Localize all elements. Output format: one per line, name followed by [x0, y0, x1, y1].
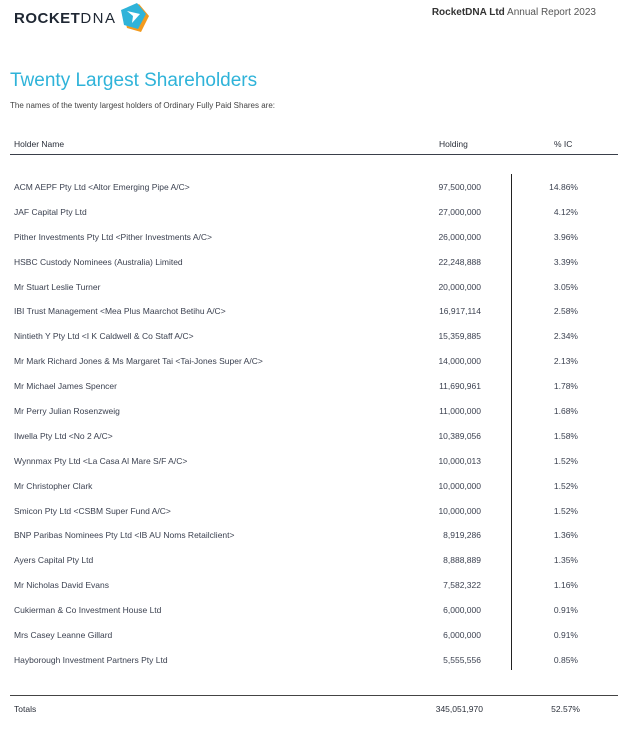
totals-ic: 52.57%: [551, 704, 580, 714]
holder-name: Ilwella Pty Ltd <No 2 A/C>: [14, 430, 113, 441]
table-row: [0, 548, 629, 573]
report-company: RocketDNA Ltd: [431, 7, 505, 18]
ic-percent: 1.52%: [553, 480, 578, 491]
holder-name: Mr Mark Richard Jones & Ms Margaret Tai <Tai-Jones Super A/C>: [14, 356, 263, 367]
holder-name: Nintieth Y Pty Ltd <I K Caldwell & Co Staff A/C>: [14, 331, 194, 342]
ic-percent: 1.58%: [553, 430, 578, 441]
holder-name: Mr Nicholas David Evans: [14, 580, 109, 591]
table-row: [0, 349, 629, 374]
holding-value: 6,000,000: [443, 630, 481, 641]
holding-value: 16,917,114: [439, 306, 481, 317]
holding-value: 26,000,000: [438, 231, 481, 242]
report-label: [432, 7, 596, 18]
ic-percent: 1.35%: [553, 555, 578, 566]
holding-value: 10,000,013: [438, 455, 481, 466]
ic-percent: 0.91%: [553, 630, 578, 641]
ic-percent: 2.13%: [553, 356, 578, 367]
table-row: [0, 424, 629, 449]
totals-label: Totals: [14, 704, 37, 714]
holding-value: 20,000,000: [438, 281, 481, 292]
table-row: [0, 523, 629, 548]
holder-name: Cukierman & Co Investment House Ltd: [14, 605, 162, 616]
holding-value: 10,389,056: [438, 430, 481, 441]
holder-name: Wynnmax Pty Ltd <La Casa Al Mare S/F A/C>: [14, 455, 188, 466]
rocket-logo-icon: [119, 2, 151, 34]
holder-name: Smicon Pty Ltd <CSBM Super Fund A/C>: [14, 505, 171, 516]
holding-value: 27,000,000: [438, 206, 481, 217]
report-name: Annual Report 2023: [507, 7, 596, 18]
holder-name: Mrs Casey Leanne Gillard: [14, 630, 113, 641]
table-row: [0, 399, 629, 424]
ic-percent: 1.16%: [553, 580, 578, 591]
section-intro: The names of the twenty largest holders of Ordinary Fully Paid Shares are:: [10, 101, 276, 110]
table-row: [0, 175, 629, 200]
ic-percent: 0.85%: [553, 654, 578, 665]
table-row: [0, 449, 629, 474]
holder-name: IBI Trust Management <Mea Plus Maarchot Betihu A/C>: [14, 306, 226, 317]
ic-percent: 0.91%: [553, 605, 578, 616]
ic-percent: 1.78%: [553, 381, 578, 392]
ic-percent: 4.12%: [553, 206, 578, 217]
holding-value: 22,248,888: [438, 256, 481, 267]
holding-value: 15,359,885: [438, 331, 481, 342]
logo-text-bold: ROCKET: [14, 9, 81, 27]
ic-percent: 3.96%: [553, 231, 578, 242]
holding-value: 6,000,000: [443, 605, 481, 616]
ic-percent: 1.36%: [553, 530, 578, 541]
holder-name: Mr Michael James Spencer: [14, 381, 117, 392]
ic-percent: 3.39%: [553, 256, 578, 267]
ic-percent: 2.58%: [553, 306, 578, 317]
table-row: [0, 598, 629, 623]
holding-value: 11,690,961: [439, 381, 481, 392]
column-header-ic: % IC: [554, 139, 573, 149]
table-row: [0, 474, 629, 499]
table-row: [0, 623, 629, 648]
ic-percent: 1.52%: [553, 505, 578, 516]
holder-name: Pither Investments Pty Ltd <Pither Investments A/C>: [14, 231, 212, 242]
holder-name: ACM AEPF Pty Ltd <Altor Emerging Pipe A/C>: [14, 182, 190, 192]
page-header: [0, 0, 629, 40]
table-row: [0, 275, 629, 300]
logo-wordmark: [14, 10, 117, 27]
holder-name: Hayborough Investment Partners Pty Ltd: [14, 654, 168, 665]
holding-value: 97,500,000: [438, 182, 481, 192]
holding-value: 10,000,000: [438, 480, 481, 491]
page-title: Twenty Largest Shareholders: [10, 70, 258, 91]
holder-name: Mr Stuart Leslie Turner: [14, 281, 101, 292]
logo-text-light: DNA: [80, 9, 117, 27]
holder-name: BNP Paribas Nominees Pty Ltd <IB AU Noms Retailclient>: [14, 530, 235, 541]
holding-value: 7,582,322: [443, 580, 481, 591]
table-row: [0, 573, 629, 598]
column-header-holding: Holding: [439, 139, 468, 149]
column-header-holder-name: Holder Name: [14, 139, 65, 149]
ic-percent: 1.52%: [553, 455, 578, 466]
table-row: [0, 374, 629, 399]
ic-percent: 2.34%: [553, 331, 578, 342]
ic-percent: 14.86%: [549, 182, 578, 192]
table-row: [0, 200, 629, 225]
holder-name: Ayers Capital Pty Ltd: [14, 555, 94, 566]
holder-name: JAF Capital Pty Ltd: [14, 206, 87, 217]
ic-percent: 1.68%: [553, 406, 578, 417]
table-row: [0, 499, 629, 524]
table-row: [0, 324, 629, 349]
holder-name: Mr Perry Julian Rosenzweig: [14, 406, 120, 417]
holding-value: 11,000,000: [439, 406, 481, 417]
totals-holding: 345,051,970: [435, 704, 483, 714]
table-row: [0, 250, 629, 275]
holder-name: HSBC Custody Nominees (Australia) Limited: [14, 256, 183, 267]
holding-value: 10,000,000: [438, 505, 481, 516]
table-row: [0, 299, 629, 324]
holding-value: 8,888,889: [443, 555, 481, 566]
holding-value: 5,555,556: [443, 654, 481, 665]
totals-divider: [10, 695, 618, 696]
header-divider: [10, 154, 618, 155]
shareholders-table: [0, 175, 629, 673]
table-row: [0, 648, 629, 673]
holder-name: Mr Christopher Clark: [14, 480, 93, 491]
rocketdna-logo: [14, 2, 151, 34]
table-row: [0, 225, 629, 250]
holding-value: 14,000,000: [438, 356, 481, 367]
ic-percent: 3.05%: [553, 281, 578, 292]
holding-value: 8,919,286: [443, 530, 481, 541]
